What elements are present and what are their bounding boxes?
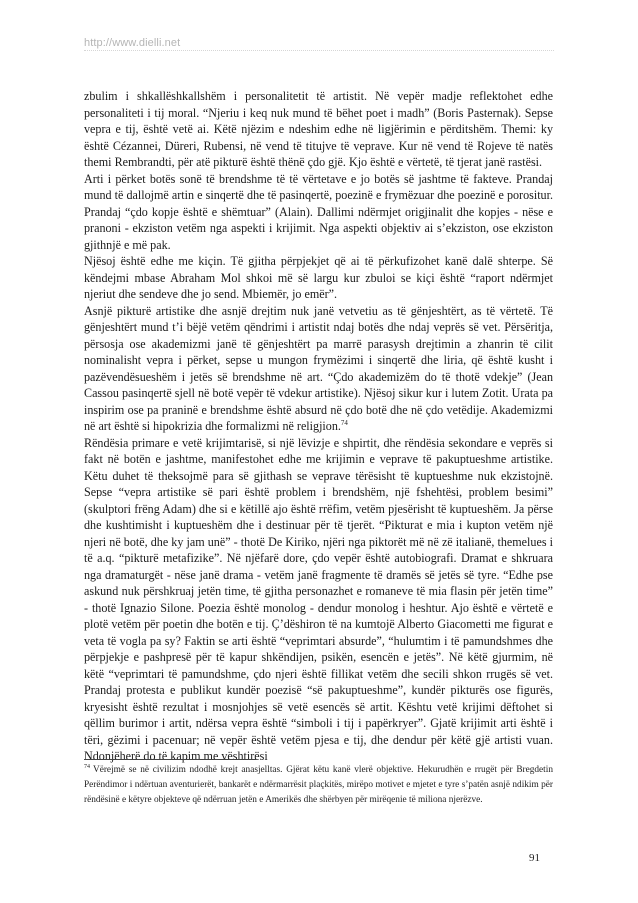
paragraph-4: [84, 303, 553, 435]
footnote-text: Vërejmë se në civilizim ndodhë krejt anasjelltas. Gjërat këtu kanë vlerë objektive. Hekurudhën e rrugët për Bregdetin Perëndimor i ndërtuan aventurierët, bankarët e ndërmarrësit plaçkitës, mirëpo motivet e mjetet e tyre s’patën asnjë ndikim për rëndësinë e këtyre objekteve që ndërruan jetën e Amerikës dhe shërbyen për mirëqenie të miliona njerëzve.: [84, 765, 553, 805]
footnote-number: 74: [84, 764, 90, 770]
header-divider: [84, 50, 554, 51]
paragraph-1: zbulim i shkallëshkallshëm i personalitetit të artistit. Në vepër madje reflektohet edhe personaliteti i tij moral. “Njeriu i keq nuk mund të bëhet poet i madh” (Boris Pasternak). Sepse vepra e tij, është vetë ai. Këtë njëzim e ndeshim edhe në ligjërimin e përditshëm. Themi: ky është Cézannei, Düreri, Rubensi, në vend të titujve të veprave. Kur në vend të Rojeve të natës themi Rembrandti, për atë pikturë është thënë çdo gjë. Kjo është e vërtetë, të tjerat janë rastësi.: [84, 89, 553, 169]
paragraph-2: Arti i përket botës sonë të brendshme të të vërtetave e jo botës së jashtme të fakteve. Prandaj mund të dallojmë artin e sinqertë dhe të pasinqertë, poezinë e frymëzuar dhe poezinë e porositur. Prandaj “çdo kopje është e shëmtuar” (Alain). Dallimi ndërmjet origjinalit dhe kopjes - nëse e pranoni - ekziston vetëm nga aspekti i krijimit. Nga aspekti objektiv ai s’ekziston, ose ekziston gjithnjë e më pak.: [84, 171, 553, 252]
header-url[interactable]: http://www.dielli.net: [84, 37, 181, 49]
footnote-divider: [84, 759, 256, 760]
page-number: 91: [529, 852, 540, 864]
paragraph-3: Njësoj është edhe me kiçin. Të gjitha përpjekjet që ai të përkufizohet kanë dalë shterpe. Së këndejmi mbase Abraham Mol shkoi më së largu kur zbuloi se kiçi është “raport ndërmjet njeriut dhe sendeve dhe jo send. Mbiemër, jo emër”.: [84, 254, 553, 301]
footnote: [84, 763, 553, 808]
paragraph-4-text: Asnjë pikturë artistike dhe asnjë drejtim nuk janë vetvetiu as të gënjeshtërt, as të vërtetë. Të gënjeshtërt mund t’i bëjë vetëm qëndrimi i artistit ndaj botës dhe ndaj veprës së vet. Përsëritja, përsosja ose akademizmi janë të gënjeshtërt pa marrë parasysh drejtimin a zhanrin të cilit nominalisht vepra i përket, sepse u mungon frymëzimi i sinqertë dhe liria, që është kusht i pazëvendësueshëm i jetës së brendshme në art. “Çdo akademizëm do të thotë vdekje” (Jean Cassou pasinqertë sjell në botë vepër të vdekur artistike). Njësoj sikur kur i lutem Zotit. Urata pa inspirim ose pa praninë e brendshme është absurd në çdo botë dhe në çdo vetëdije. Akademizmi në art është si hipokrizia dhe formalizmi në religjion.: [84, 303, 553, 433]
body-text: [84, 88, 553, 765]
footnote-reference[interactable]: 74: [340, 419, 348, 427]
paragraph-5: Rëndësia primare e vetë krijimtarisë, si një lëvizje e shpirtit, dhe rëndësia sekondare e veprës si fakt në botën e jashtme, manifestohet edhe me krijimin e veprave të pakuptueshme artistike. Këtu duhet të theksojmë para së gjithash se veprave tërësisht të kuptueshme nuk ekzistojnë. Sepse “vepra artistike së pari është problem i brendshëm, një fshehtësi, problem besimi” (skulptori frëng Adam) dhe si e këtillë ajo është rrëfim, vetëm pjesërisht të kuptueshëm. Ja përse dhe kushtimisht i kuptueshëm dhe i destinuar për të tjerët. “Pikturat e mia i kupton vetëm një njeri në botë, dhe ky jam unë” - thotë De Kiriko, njëri nga piktorët më në zë italianë, themelues i të a.q. “pikturë metafizike”. Në njëfarë dore, çdo vepër është autobiografi. Dramat e shkruara nga dramaturgët - nëse janë drama - vetëm janë fragmente të dramës së jetës së tyre. “Edhe pse askund nuk përshkruaj jetën time, të gjitha personazhet e romaneve të mia flasin për jetën time” - thotë Ignazio Silone. Poezia është monolog - dendur monolog i heshtur. Ajo është e vërtetë e plotë vetëm për poetin dhe botën e tij. Ç’dëshiron të na kumtojë Alberto Giacometti me figurat e veta të vogla pa sy? Faktin se arti është “veprimtari absurde”, “hulumtim i të pamundshmes dhe përpjekje e pashpresë për të kapur shkëndijen, psikën, esencën e jetës”. Në këtë gjurmim, në këtë “veprimtari të pamundshme, çdo njeri është fillikat vetëm dhe secili shkon rrugës së vet. Prandaj protesta e publikut kundër poezisë “së pakuptueshme”, kundër pikturës ose figurës, kryesisht është rezultat i mosnjohjes së vetë esencës së artit. Kështu vetë krijimi dëftohet si qëllim burimor i artit, ndërsa vepra është “simboli i tij i papërkryer”. Gjatë krijimit arti është i tëri, gëzimi i pacenuar; në vepër është vetëm pjesa e tij, dhe dendur për këtë gjë artisti vuan. Ndonjëherë do të kapim me vështirësi: [84, 435, 553, 763]
